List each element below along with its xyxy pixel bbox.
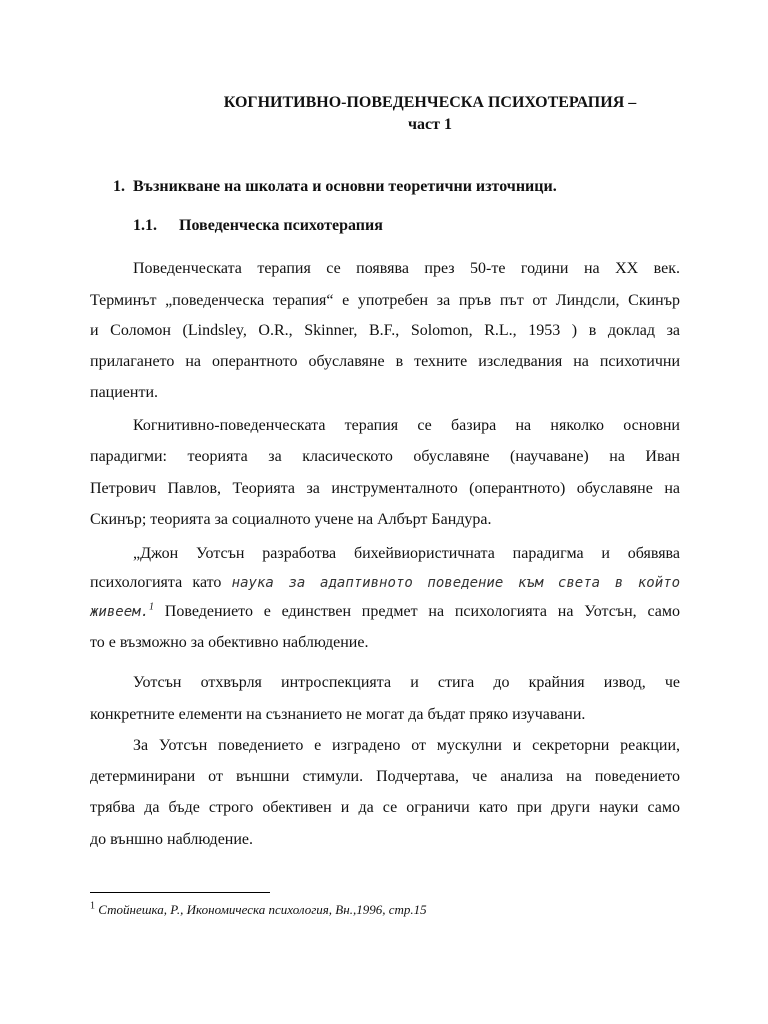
paragraph-line bbox=[90, 603, 680, 621]
paragraph-line: парадигми: теорията за класическото обуславяне (научаване) на Иван bbox=[90, 448, 680, 465]
paragraph-line: За Уотсън поведението е изградено от мускулни и секреторни реакции, bbox=[133, 737, 680, 754]
subsection-title: Поведенческа психотерапия bbox=[179, 217, 383, 234]
quoted-definition: наука за адаптивното поведение към света в който bbox=[231, 575, 680, 591]
paragraph-line: конкретните елементи на съзнанието не могат да бъдат пряко изучавани. bbox=[90, 706, 586, 723]
paragraph-line: то е възможно за обективно наблюдение. bbox=[90, 634, 369, 651]
paragraph-line: до външно наблюдение. bbox=[90, 831, 254, 848]
subsection-number: 1.1. bbox=[133, 217, 157, 234]
paragraph-text: Поведението е единствен предмет на психологията на Уотсън, само bbox=[154, 603, 680, 620]
paragraph-text: психологията като bbox=[90, 574, 232, 591]
paragraph-line: „Джон Уотсън разработва бихейвиористичната парадигма и обявява bbox=[133, 545, 680, 562]
paragraph-line: Терминът „поведенческа терапия“ е употребен за пръв път от Линдсли, Скинър bbox=[90, 292, 680, 309]
paragraph-line: трябва да бъде строго обективен и да се ограничи като при други науки само bbox=[90, 799, 680, 816]
footnote-mark: 1 bbox=[90, 900, 95, 912]
section-number: 1. bbox=[113, 178, 125, 195]
paragraph-line: прилагането на оперантното обуславяне в техните изследвания на психотични bbox=[90, 353, 680, 370]
quoted-definition: живеем. bbox=[90, 604, 150, 620]
paragraph-line: Поведенческата терапия се появява през 50-те години на ХХ век. bbox=[133, 260, 680, 277]
paragraph-line: Уотсън отхвърля интроспекцията и стига до крайния извод, че bbox=[133, 674, 680, 691]
paragraph-line: Петрович Павлов, Теорията за инструменталното (оперантното) обуславяне на bbox=[90, 480, 680, 497]
footnote bbox=[90, 902, 427, 918]
paragraph-line bbox=[90, 574, 680, 592]
paragraph-line: Когнитивно-поведенческата терапия се базира на няколко основни bbox=[133, 417, 680, 434]
paragraph-line: пациенти. bbox=[90, 384, 159, 401]
footnote-separator bbox=[90, 892, 270, 893]
paragraph-line: детерминирани от външни стимули. Подчертава, че анализа на поведението bbox=[90, 768, 680, 785]
section-heading-1 bbox=[113, 178, 557, 196]
paragraph-line: Скинър; теорията за социалното учене на Албърт Бандура. bbox=[90, 511, 492, 528]
paragraph-line: и Соломон (Lindsley, O.R., Skinner, B.F., Solomon, R.L., 1953 ) в доклад за bbox=[90, 322, 680, 339]
footnote-reference[interactable]: 1 bbox=[149, 601, 155, 613]
footnote-text: Стойнешка, Р., Икономическа психология, Вн.,1996, стр.15 bbox=[95, 902, 427, 917]
subsection-heading-1-1 bbox=[133, 217, 383, 235]
section-title: Възникване на школата и основни теоретични източници. bbox=[133, 178, 557, 195]
document-title: КОГНИТИВНО-ПОВЕДЕНЧЕСКА ПСИХОТЕРАПИЯ – bbox=[223, 94, 637, 111]
document-subtitle: част 1 bbox=[408, 116, 452, 133]
